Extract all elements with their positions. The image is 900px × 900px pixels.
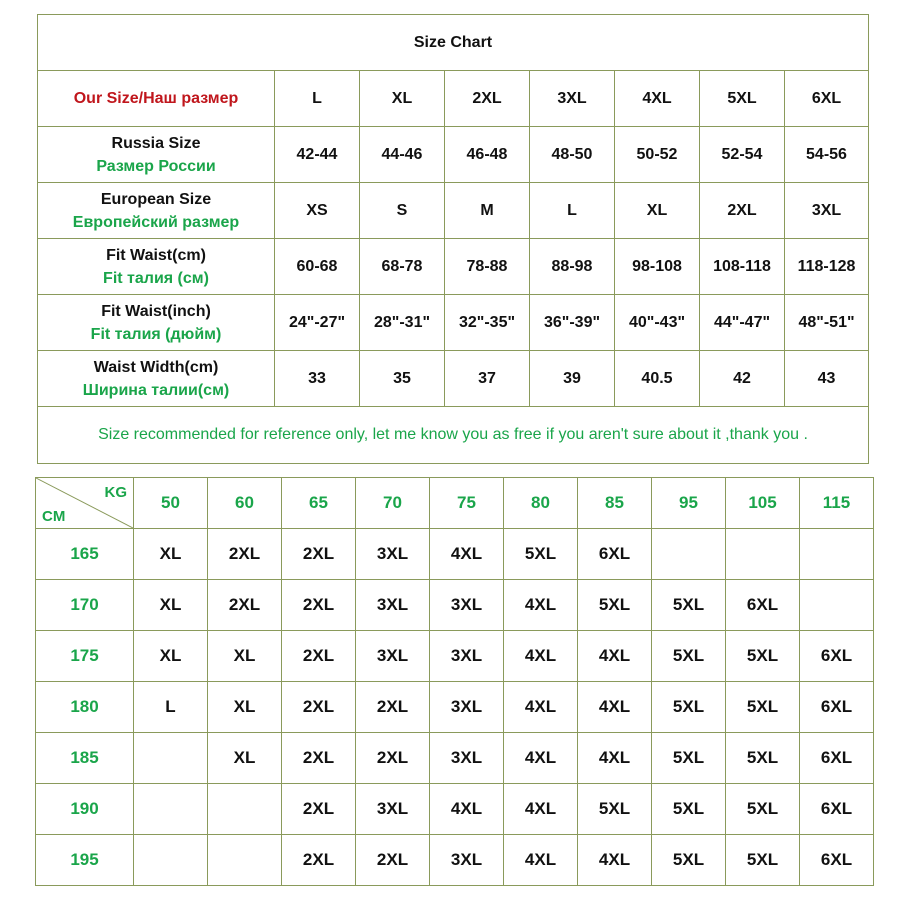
size-row-label-en: Fit Waist(cm)	[106, 246, 206, 264]
size-measure-row	[38, 351, 869, 407]
size-value-cell: 43	[785, 351, 869, 407]
height-row	[36, 835, 874, 886]
size-value-cell: 32"-35"	[445, 295, 530, 351]
recommended-size-cell: 6XL	[800, 733, 874, 784]
size-value-cell: L	[530, 183, 615, 239]
size-value-cell: 88-98	[530, 239, 615, 295]
size-value-cell: 54-56	[785, 127, 869, 183]
recommended-size-cell	[652, 529, 726, 580]
size-row-label-ru: Fit талия (дюйм)	[90, 325, 222, 343]
corner-cm-label: CM	[42, 508, 66, 525]
size-row-label-ru: Европейский размер	[72, 213, 240, 231]
recommended-size-cell: 4XL	[578, 835, 652, 886]
size-chart-measure-rows	[38, 127, 869, 407]
size-value-cell: 60-68	[275, 239, 360, 295]
size-row-label-en: Waist Width(cm)	[93, 358, 219, 376]
size-value-cell: 108-118	[700, 239, 785, 295]
height-row	[36, 529, 874, 580]
recommended-size-cell: XL	[208, 631, 282, 682]
size-value-cell: 78-88	[445, 239, 530, 295]
size-value-cell: 98-108	[615, 239, 700, 295]
recommended-size-cell: 5XL	[652, 580, 726, 631]
size-value-cell: 42	[700, 351, 785, 407]
size-row-label	[38, 127, 275, 183]
size-row-label-en: Fit Waist(inch)	[101, 302, 211, 320]
recommended-size-cell: 2XL	[282, 529, 356, 580]
size-chart-footer	[38, 407, 869, 464]
recommended-size-cell: XL	[134, 631, 208, 682]
recommended-size-cell: 5XL	[652, 733, 726, 784]
size-value-cell: 40.5	[615, 351, 700, 407]
recommended-size-cell: 4XL	[578, 733, 652, 784]
height-label-cell: 180	[36, 682, 134, 733]
recommended-size-cell: 3XL	[430, 631, 504, 682]
weight-header-row	[36, 478, 874, 529]
size-row-label-ru: Ширина талии(см)	[82, 381, 230, 399]
our-size-label: Our Size/Наш размер	[38, 71, 275, 127]
recommended-size-cell: 4XL	[504, 631, 578, 682]
recommended-size-cell: 2XL	[282, 835, 356, 886]
our-size-cell: 2XL	[445, 71, 530, 127]
recommended-size-cell: 5XL	[578, 580, 652, 631]
size-value-cell: XS	[275, 183, 360, 239]
size-value-cell: 68-78	[360, 239, 445, 295]
size-value-cell: 36"-39"	[530, 295, 615, 351]
height-weight-table	[35, 477, 874, 886]
recommended-size-cell: 2XL	[282, 733, 356, 784]
size-value-cell: 44-46	[360, 127, 445, 183]
size-row-label	[38, 239, 275, 295]
recommended-size-cell	[726, 529, 800, 580]
size-chart-body	[38, 15, 869, 127]
recommended-size-cell: XL	[134, 580, 208, 631]
size-value-cell: 44"-47"	[700, 295, 785, 351]
recommended-size-cell: 4XL	[504, 682, 578, 733]
size-value-cell: 33	[275, 351, 360, 407]
our-size-cell: 3XL	[530, 71, 615, 127]
size-chart-table	[37, 14, 869, 464]
recommended-size-cell: 6XL	[800, 835, 874, 886]
recommended-size-cell: 2XL	[356, 835, 430, 886]
height-label-cell: 190	[36, 784, 134, 835]
size-value-cell: 118-128	[785, 239, 869, 295]
recommended-size-cell: 5XL	[652, 835, 726, 886]
corner-kg-label: KG	[104, 484, 127, 501]
recommended-size-cell: 2XL	[282, 784, 356, 835]
size-row-label-en: European Size	[100, 190, 212, 208]
height-row	[36, 733, 874, 784]
recommended-size-cell: 2XL	[356, 682, 430, 733]
recommended-size-cell: 2XL	[282, 682, 356, 733]
our-size-cell: XL	[360, 71, 445, 127]
recommended-size-cell: 2XL	[208, 529, 282, 580]
size-chart-title-row	[38, 15, 869, 71]
recommended-size-cell: 4XL	[578, 682, 652, 733]
weight-header-cell: 50	[134, 478, 208, 529]
recommended-size-cell	[134, 733, 208, 784]
size-row-label-ru: Fit талия (см)	[103, 269, 209, 287]
recommended-size-cell: 4XL	[504, 784, 578, 835]
recommended-size-cell: 3XL	[356, 580, 430, 631]
size-value-cell: 52-54	[700, 127, 785, 183]
size-value-cell: 48"-51"	[785, 295, 869, 351]
weight-header-cell: 105	[726, 478, 800, 529]
recommended-size-cell: 2XL	[208, 580, 282, 631]
height-weight-body	[36, 529, 874, 886]
recommended-size-cell: 6XL	[800, 784, 874, 835]
recommended-size-cell	[134, 835, 208, 886]
size-row-label	[38, 183, 275, 239]
recommended-size-cell: 5XL	[726, 784, 800, 835]
recommended-size-cell: 3XL	[356, 529, 430, 580]
recommended-size-cell: 6XL	[800, 682, 874, 733]
recommended-size-cell: XL	[134, 529, 208, 580]
size-value-cell: 35	[360, 351, 445, 407]
recommended-size-cell	[800, 580, 874, 631]
height-weight-header	[36, 478, 874, 529]
height-label-cell: 170	[36, 580, 134, 631]
height-row	[36, 784, 874, 835]
height-row	[36, 631, 874, 682]
recommended-size-cell: 4XL	[430, 529, 504, 580]
weight-header-cell: 70	[356, 478, 430, 529]
size-value-cell: 28"-31"	[360, 295, 445, 351]
recommended-size-cell: 5XL	[726, 733, 800, 784]
size-value-cell: 46-48	[445, 127, 530, 183]
recommended-size-cell: 5XL	[726, 835, 800, 886]
recommended-size-cell: L	[134, 682, 208, 733]
recommended-size-cell: 3XL	[356, 784, 430, 835]
recommended-size-cell: 5XL	[652, 631, 726, 682]
recommended-size-cell	[134, 784, 208, 835]
recommended-size-cell: XL	[208, 682, 282, 733]
size-value-cell: 39	[530, 351, 615, 407]
size-value-cell: S	[360, 183, 445, 239]
recommended-size-cell: 3XL	[430, 580, 504, 631]
size-value-cell: 42-44	[275, 127, 360, 183]
recommended-size-cell: 2XL	[282, 580, 356, 631]
corner-cell	[36, 478, 134, 529]
recommended-size-cell: 5XL	[578, 784, 652, 835]
recommended-size-cell: 6XL	[800, 631, 874, 682]
height-label-cell: 175	[36, 631, 134, 682]
size-value-cell: 37	[445, 351, 530, 407]
weight-header-cell: 95	[652, 478, 726, 529]
size-row-label	[38, 351, 275, 407]
recommended-size-cell: 3XL	[356, 631, 430, 682]
recommended-size-cell: 5XL	[652, 682, 726, 733]
recommended-size-cell	[208, 835, 282, 886]
recommended-size-cell: 3XL	[430, 733, 504, 784]
weight-header-cell: 60	[208, 478, 282, 529]
recommended-size-cell	[208, 784, 282, 835]
size-note-row	[38, 407, 869, 464]
size-value-cell: M	[445, 183, 530, 239]
height-row	[36, 682, 874, 733]
weight-header-cell: 75	[430, 478, 504, 529]
recommended-size-cell: 4XL	[504, 835, 578, 886]
size-measure-row	[38, 127, 869, 183]
recommended-size-cell	[800, 529, 874, 580]
size-chart-title: Size Chart	[38, 15, 869, 71]
recommended-size-cell: 4XL	[578, 631, 652, 682]
size-row-label-en: Russia Size	[111, 134, 201, 152]
recommended-size-cell: 6XL	[726, 580, 800, 631]
our-size-cell: L	[275, 71, 360, 127]
recommended-size-cell: 3XL	[430, 835, 504, 886]
size-value-cell: XL	[615, 183, 700, 239]
height-label-cell: 165	[36, 529, 134, 580]
height-row	[36, 580, 874, 631]
height-label-cell: 195	[36, 835, 134, 886]
size-value-cell: 48-50	[530, 127, 615, 183]
size-value-cell: 3XL	[785, 183, 869, 239]
height-label-cell: 185	[36, 733, 134, 784]
recommended-size-cell: 5XL	[652, 784, 726, 835]
recommended-size-cell: 3XL	[430, 682, 504, 733]
size-value-cell: 40"-43"	[615, 295, 700, 351]
recommended-size-cell: 6XL	[578, 529, 652, 580]
recommended-size-cell: 2XL	[356, 733, 430, 784]
weight-header-cell: 80	[504, 478, 578, 529]
size-note: Size recommended for reference only, let me know you as free if you aren't sure about it ,thank you .	[38, 407, 869, 464]
recommended-size-cell: 4XL	[430, 784, 504, 835]
our-size-cell: 6XL	[785, 71, 869, 127]
recommended-size-cell: 5XL	[726, 682, 800, 733]
size-measure-row	[38, 295, 869, 351]
weight-header-cell: 85	[578, 478, 652, 529]
recommended-size-cell: 2XL	[282, 631, 356, 682]
recommended-size-cell: 5XL	[726, 631, 800, 682]
our-size-row	[38, 71, 869, 127]
size-value-cell: 24"-27"	[275, 295, 360, 351]
size-row-label-ru: Размер России	[96, 157, 216, 175]
size-measure-row	[38, 239, 869, 295]
weight-header-cell: 115	[800, 478, 874, 529]
recommended-size-cell: 4XL	[504, 733, 578, 784]
our-size-cell: 5XL	[700, 71, 785, 127]
weight-header-cell: 65	[282, 478, 356, 529]
recommended-size-cell: XL	[208, 733, 282, 784]
size-row-label	[38, 295, 275, 351]
recommended-size-cell: 5XL	[504, 529, 578, 580]
size-value-cell: 2XL	[700, 183, 785, 239]
size-value-cell: 50-52	[615, 127, 700, 183]
recommended-size-cell: 4XL	[504, 580, 578, 631]
size-measure-row	[38, 183, 869, 239]
our-size-cell: 4XL	[615, 71, 700, 127]
